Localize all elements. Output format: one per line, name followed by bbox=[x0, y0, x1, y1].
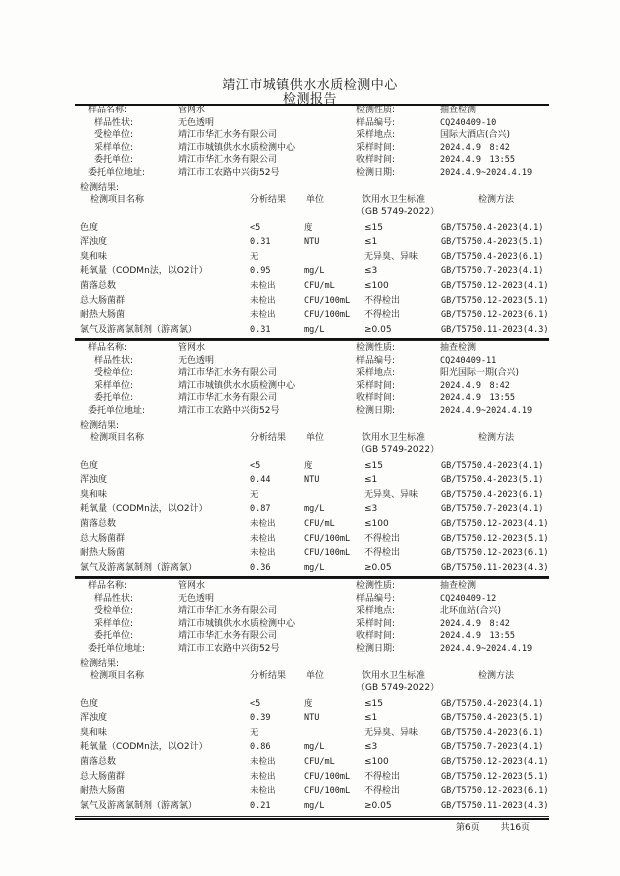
report-title: 检测报告 bbox=[282, 92, 337, 107]
cell-result: <5 bbox=[250, 698, 261, 709]
cell-unit: 度 bbox=[304, 460, 313, 471]
cell-standard: ≥0.05 bbox=[364, 324, 392, 335]
label-test-date: 检测日期: bbox=[356, 168, 396, 178]
col-header-unit: 单位 bbox=[306, 194, 325, 205]
cell-unit: CFU/100mL bbox=[304, 548, 351, 559]
cell-unit: mg/L bbox=[304, 742, 325, 753]
label-sample-property: 样品性状: bbox=[94, 593, 134, 604]
cell-standard: ≤1 bbox=[364, 237, 378, 248]
cell-item: 色度 bbox=[80, 460, 99, 471]
label-sampling-time: 采样时间: bbox=[356, 618, 396, 629]
cell-standard: ≤3 bbox=[364, 266, 378, 277]
label-test-type: 检测性质: bbox=[356, 343, 396, 353]
value-receive-time: 2024.4.9 13:55 bbox=[440, 155, 516, 166]
col-header-standard-sub: （GB 5749-2022） bbox=[356, 682, 440, 693]
cell-standard: ≤15 bbox=[364, 698, 383, 709]
label-sampling-site: 采样地点: bbox=[356, 130, 396, 141]
cell-unit: NTU bbox=[304, 713, 320, 724]
cell-item: 氯气及游离氯制剂（游离氯） bbox=[80, 562, 198, 573]
label-sampling-time: 采样时间: bbox=[356, 142, 396, 153]
label-test-date: 检测日期: bbox=[356, 644, 396, 654]
cell-result: <5 bbox=[250, 460, 261, 471]
cell-item: 耗氧量（CODMn法，以O2计） bbox=[80, 504, 208, 515]
cell-item: 色度 bbox=[80, 698, 99, 709]
cell-item: 总大肠菌群 bbox=[80, 771, 126, 782]
divider-line bbox=[75, 578, 549, 579]
results-label: 检测结果: bbox=[80, 420, 120, 431]
cell-result: 未检出 bbox=[250, 757, 276, 767]
cell-item: 菌落总数 bbox=[80, 281, 117, 291]
value-sample-property: 无色透明 bbox=[178, 117, 215, 128]
value-sample-no: CQ240409-12 bbox=[440, 593, 497, 604]
cell-item: 浑浊度 bbox=[80, 713, 108, 724]
cell-standard: 无异臭、异味 bbox=[364, 251, 419, 262]
label-sampling-site: 采样地点: bbox=[356, 606, 396, 617]
page-number: 第6页 bbox=[456, 823, 480, 833]
cell-method: GB/T5750.12-2023(4.1) bbox=[441, 281, 549, 291]
cell-result: 0.44 bbox=[250, 475, 271, 486]
cell-item: 浑浊度 bbox=[80, 237, 108, 248]
cell-method: GB/T5750.11-2023(4.3) bbox=[441, 800, 549, 811]
value-client-address: 靖江市工农路中兴街52号 bbox=[178, 406, 280, 416]
label-receive-time: 收样时间: bbox=[356, 631, 396, 642]
cell-unit: mg/L bbox=[304, 562, 325, 573]
label-sample-no: 样品编号: bbox=[356, 355, 396, 366]
value-test-date: 2024.4.9~2024.4.19 bbox=[440, 406, 533, 416]
value-sampling-unit: 靖江市城镇供水水质检测中心 bbox=[178, 380, 296, 391]
cell-method: GB/T5750.4-2023(6.1) bbox=[441, 251, 544, 262]
cell-standard: ≤3 bbox=[364, 504, 378, 515]
value-sample-name: 管网水 bbox=[178, 581, 206, 591]
cell-unit: 度 bbox=[304, 222, 313, 233]
value-client-unit: 靖江市华汇水务有限公司 bbox=[178, 393, 278, 404]
cell-result: 未检出 bbox=[250, 295, 276, 306]
cell-method: GB/T5750.12-2023(6.1) bbox=[441, 786, 549, 797]
cell-standard: 不得检出 bbox=[364, 786, 401, 797]
value-test-type: 抽查检测 bbox=[440, 105, 477, 115]
label-sampling-unit: 采样单位: bbox=[94, 142, 134, 153]
results-label: 检测结果: bbox=[80, 182, 120, 193]
cell-method: GB/T5750.7-2023(4.1) bbox=[441, 266, 544, 277]
value-receive-time: 2024.4.9 13:55 bbox=[440, 393, 516, 404]
label-test-type: 检测性质: bbox=[356, 581, 396, 591]
cell-result: 0.21 bbox=[250, 800, 271, 811]
cell-result: 0.86 bbox=[250, 742, 271, 753]
cell-result: 0.31 bbox=[250, 237, 271, 248]
cell-standard: ≤3 bbox=[364, 742, 378, 753]
label-sample-name: 样品名称: bbox=[88, 105, 128, 115]
cell-item: 耗氧量（CODMn法，以O2计） bbox=[80, 742, 208, 753]
cell-method: GB/T5750.7-2023(4.1) bbox=[441, 504, 544, 515]
cell-item: 氯气及游离氯制剂（游离氯） bbox=[80, 800, 198, 811]
cell-result: 0.95 bbox=[250, 266, 271, 277]
value-test-date: 2024.4.9~2024.4.19 bbox=[440, 168, 533, 178]
value-inspected-unit: 靖江市华汇水务有限公司 bbox=[178, 130, 278, 141]
value-client-unit: 靖江市华汇水务有限公司 bbox=[178, 155, 278, 166]
cell-item: 菌落总数 bbox=[80, 519, 117, 529]
value-inspected-unit: 靖江市华汇水务有限公司 bbox=[178, 606, 278, 617]
cell-unit: CFU/100mL bbox=[304, 310, 351, 321]
cell-unit: mg/L bbox=[304, 504, 325, 515]
col-header-item: 检测项目名称 bbox=[90, 432, 145, 443]
cell-unit: CFU/100mL bbox=[304, 786, 351, 797]
label-sampling-unit: 采样单位: bbox=[94, 380, 134, 391]
col-header-item: 检测项目名称 bbox=[90, 194, 145, 205]
value-sample-name: 管网水 bbox=[178, 343, 206, 353]
cell-standard: 不得检出 bbox=[364, 295, 401, 306]
cell-unit: mg/L bbox=[304, 324, 325, 335]
cell-standard: ≤1 bbox=[364, 713, 378, 724]
label-receive-time: 收样时间: bbox=[356, 393, 396, 404]
cell-standard: 不得检出 bbox=[364, 533, 401, 544]
value-test-type: 抽查检测 bbox=[440, 581, 477, 591]
cell-unit: NTU bbox=[304, 237, 320, 248]
col-header-method: 检测方法 bbox=[478, 194, 515, 205]
value-client-address: 靖江市工农路中兴街52号 bbox=[178, 644, 280, 654]
value-client-address: 靖江市工农路中兴街52号 bbox=[178, 168, 280, 178]
col-header-method: 检测方法 bbox=[478, 432, 515, 443]
col-header-unit: 单位 bbox=[306, 670, 325, 681]
col-header-standard-sub: （GB 5749-2022） bbox=[356, 444, 440, 455]
label-inspected-unit: 受检单位: bbox=[94, 130, 134, 141]
cell-result: 0.36 bbox=[250, 562, 271, 573]
col-header-unit: 单位 bbox=[306, 432, 325, 443]
cell-result: 未检出 bbox=[250, 533, 276, 544]
cell-standard: ≤100 bbox=[364, 281, 389, 291]
cell-result: 无 bbox=[250, 489, 259, 500]
cell-item: 耐热大肠菌 bbox=[80, 786, 126, 797]
col-header-result: 分析结果 bbox=[250, 670, 287, 681]
label-client-address: 委托单位地址: bbox=[88, 406, 146, 416]
cell-result: 未检出 bbox=[250, 786, 276, 797]
cell-method: GB/T5750.12-2023(4.1) bbox=[441, 519, 549, 529]
report-center-title: 靖江市城镇供水水质检测中心 bbox=[222, 78, 398, 93]
value-sample-no: CQ240409-10 bbox=[440, 117, 497, 128]
col-header-standard: 饮用水卫生标准 bbox=[362, 194, 426, 205]
cell-standard: ≤15 bbox=[364, 222, 383, 233]
cell-item: 耐热大肠菌 bbox=[80, 310, 126, 321]
cell-method: GB/T5750.12-2023(6.1) bbox=[441, 548, 549, 559]
cell-item: 总大肠菌群 bbox=[80, 295, 126, 306]
cell-method: GB/T5750.11-2023(4.3) bbox=[441, 562, 549, 573]
col-header-method: 检测方法 bbox=[478, 670, 515, 681]
cell-method: GB/T5750.12-2023(5.1) bbox=[441, 295, 549, 306]
label-sample-property: 样品性状: bbox=[94, 355, 134, 366]
cell-method: GB/T5750.4-2023(6.1) bbox=[441, 489, 544, 500]
label-sample-name: 样品名称: bbox=[88, 581, 128, 591]
col-header-standard: 饮用水卫生标准 bbox=[362, 670, 426, 681]
value-test-date: 2024.4.9~2024.4.19 bbox=[440, 644, 533, 654]
cell-item: 色度 bbox=[80, 222, 99, 233]
divider-line bbox=[75, 104, 549, 106]
value-sampling-time: 2024.4.9 8:42 bbox=[440, 618, 510, 629]
cell-method: GB/T5750.4-2023(5.1) bbox=[441, 237, 544, 248]
col-header-standard-sub: （GB 5749-2022） bbox=[356, 206, 440, 217]
cell-standard: 无异臭、异味 bbox=[364, 489, 419, 500]
cell-method: GB/T5750.12-2023(5.1) bbox=[441, 771, 549, 782]
value-sample-property: 无色透明 bbox=[178, 593, 215, 604]
label-receive-time: 收样时间: bbox=[356, 155, 396, 166]
cell-standard: ≤100 bbox=[364, 757, 389, 767]
cell-item: 臭和味 bbox=[80, 251, 108, 262]
label-test-date: 检测日期: bbox=[356, 406, 396, 416]
label-client-unit: 委托单位: bbox=[94, 631, 134, 642]
cell-method: GB/T5750.7-2023(4.1) bbox=[441, 742, 544, 753]
cell-standard: ≤1 bbox=[364, 475, 378, 486]
cell-method: GB/T5750.4-2023(4.1) bbox=[441, 698, 544, 709]
results-label: 检测结果: bbox=[80, 658, 120, 669]
col-header-result: 分析结果 bbox=[250, 432, 287, 443]
value-sampling-time: 2024.4.9 8:42 bbox=[440, 380, 510, 391]
value-inspected-unit: 靖江市华汇水务有限公司 bbox=[178, 368, 278, 379]
value-sample-property: 无色透明 bbox=[178, 355, 215, 366]
cell-result: <5 bbox=[250, 222, 261, 233]
cell-result: 未检出 bbox=[250, 281, 276, 291]
cell-unit: mg/L bbox=[304, 800, 325, 811]
cell-item: 总大肠菌群 bbox=[80, 533, 126, 544]
col-header-item: 检测项目名称 bbox=[90, 670, 145, 681]
cell-unit: CFU/100mL bbox=[304, 295, 351, 306]
value-sampling-unit: 靖江市城镇供水水质检测中心 bbox=[178, 142, 296, 153]
cell-standard: 无异臭、异味 bbox=[364, 727, 419, 738]
cell-unit: mg/L bbox=[304, 266, 325, 277]
value-sampling-site: 国际大酒店(合兴) bbox=[440, 130, 511, 141]
divider-line bbox=[75, 340, 549, 341]
cell-method: GB/T5750.4-2023(6.1) bbox=[441, 727, 544, 738]
cell-standard: ≤15 bbox=[364, 460, 383, 471]
cell-unit: CFU/100mL bbox=[304, 771, 351, 782]
cell-method: GB/T5750.12-2023(5.1) bbox=[441, 533, 549, 544]
value-sampling-site: 北环血站(合兴) bbox=[440, 606, 502, 617]
label-test-type: 检测性质: bbox=[356, 105, 396, 115]
cell-item: 耗氧量（CODMn法，以O2计） bbox=[80, 266, 208, 277]
label-sampling-time: 采样时间: bbox=[356, 380, 396, 391]
value-sample-no: CQ240409-11 bbox=[440, 355, 497, 366]
page-footer bbox=[456, 820, 548, 833]
cell-method: GB/T5750.4-2023(5.1) bbox=[441, 475, 544, 486]
label-sample-no: 样品编号: bbox=[356, 593, 396, 604]
divider-line bbox=[75, 576, 549, 578]
value-client-unit: 靖江市华汇水务有限公司 bbox=[178, 631, 278, 642]
page-total: 共16页 bbox=[500, 823, 531, 833]
value-sampling-site: 阳光国际一期(合兴) bbox=[440, 368, 520, 379]
label-client-unit: 委托单位: bbox=[94, 393, 134, 404]
cell-item: 浑浊度 bbox=[80, 475, 108, 486]
label-sample-no: 样品编号: bbox=[356, 117, 396, 128]
cell-method: GB/T5750.12-2023(6.1) bbox=[441, 310, 549, 321]
cell-standard: ≥0.05 bbox=[364, 800, 392, 811]
cell-result: 未检出 bbox=[250, 310, 276, 321]
label-inspected-unit: 受检单位: bbox=[94, 368, 134, 379]
cell-result: 未检出 bbox=[250, 548, 276, 559]
label-client-address: 委托单位地址: bbox=[88, 644, 146, 654]
cell-item: 耐热大肠菌 bbox=[80, 548, 126, 559]
col-header-standard: 饮用水卫生标准 bbox=[362, 432, 426, 443]
label-sampling-unit: 采样单位: bbox=[94, 618, 134, 629]
divider-line bbox=[75, 338, 549, 340]
cell-method: GB/T5750.4-2023(4.1) bbox=[441, 460, 544, 471]
value-receive-time: 2024.4.9 13:55 bbox=[440, 631, 516, 642]
label-sample-property: 样品性状: bbox=[94, 117, 134, 128]
cell-result: 无 bbox=[250, 727, 259, 738]
value-sampling-unit: 靖江市城镇供水水质检测中心 bbox=[178, 618, 296, 629]
cell-standard: 不得检出 bbox=[364, 771, 401, 782]
label-sample-name: 样品名称: bbox=[88, 343, 128, 353]
label-client-unit: 委托单位: bbox=[94, 155, 134, 166]
cell-result: 0.39 bbox=[250, 713, 271, 724]
cell-unit: CFU/mL bbox=[304, 757, 335, 767]
cell-result: 0.87 bbox=[250, 504, 271, 515]
cell-method: GB/T5750.4-2023(4.1) bbox=[441, 222, 544, 233]
label-inspected-unit: 受检单位: bbox=[94, 606, 134, 617]
col-header-result: 分析结果 bbox=[250, 194, 287, 205]
cell-standard: ≤100 bbox=[364, 519, 389, 529]
cell-unit: CFU/mL bbox=[304, 281, 335, 291]
cell-unit: 度 bbox=[304, 698, 313, 709]
value-test-type: 抽查检测 bbox=[440, 343, 477, 353]
cell-result: 未检出 bbox=[250, 771, 276, 782]
cell-unit: NTU bbox=[304, 475, 320, 486]
value-sample-name: 管网水 bbox=[178, 105, 206, 115]
cell-item: 臭和味 bbox=[80, 727, 108, 738]
cell-method: GB/T5750.4-2023(5.1) bbox=[441, 713, 544, 724]
value-sampling-time: 2024.4.9 8:42 bbox=[440, 142, 510, 153]
label-client-address: 委托单位地址: bbox=[88, 168, 146, 178]
cell-method: GB/T5750.11-2023(4.3) bbox=[441, 324, 549, 335]
label-sampling-site: 采样地点: bbox=[356, 368, 396, 379]
cell-result: 0.31 bbox=[250, 324, 271, 335]
cell-result: 无 bbox=[250, 251, 259, 262]
cell-result: 未检出 bbox=[250, 519, 276, 529]
cell-method: GB/T5750.12-2023(4.1) bbox=[441, 757, 549, 767]
cell-standard: 不得检出 bbox=[364, 548, 401, 559]
cell-unit: CFU/mL bbox=[304, 519, 335, 529]
cell-item: 氯气及游离氯制剂（游离氯） bbox=[80, 324, 198, 335]
cell-unit: CFU/100mL bbox=[304, 533, 351, 544]
cell-standard: 不得检出 bbox=[364, 310, 401, 321]
cell-item: 臭和味 bbox=[80, 489, 108, 500]
cell-item: 菌落总数 bbox=[80, 757, 117, 767]
cell-standard: ≥0.05 bbox=[364, 562, 392, 573]
